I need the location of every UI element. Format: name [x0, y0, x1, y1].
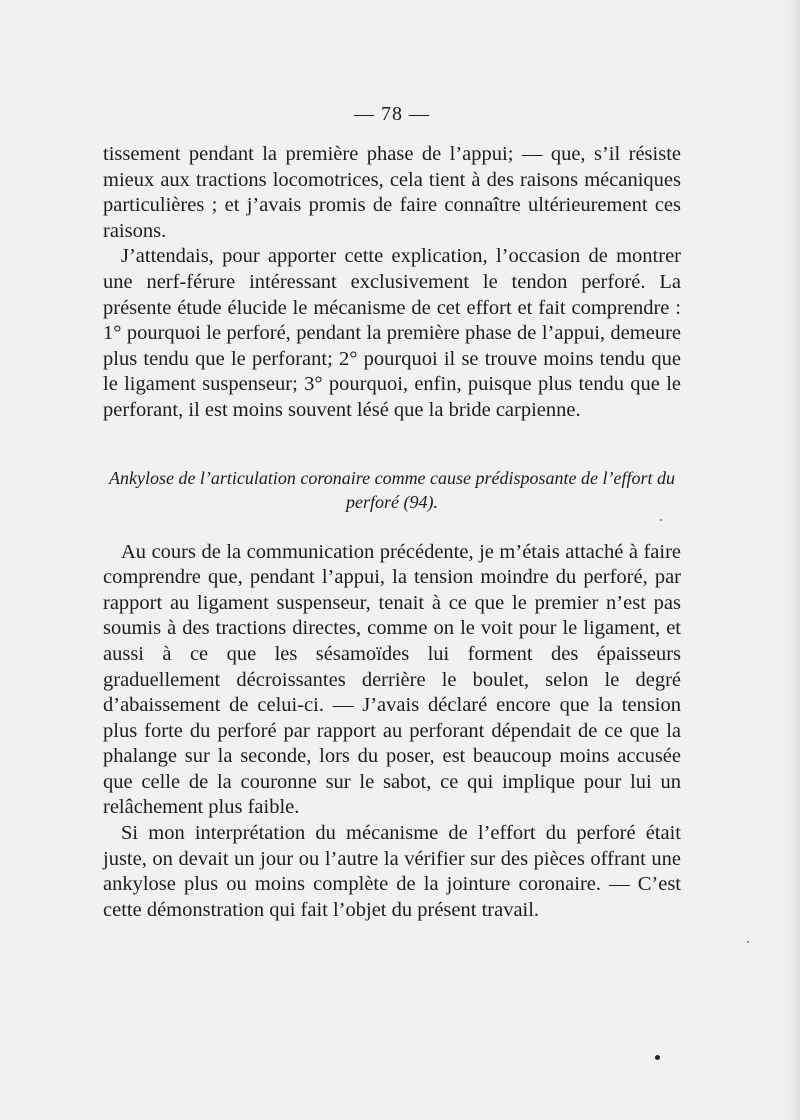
paragraph-explication: J’attendais, pour apporter cette explication, l’occasion de montrer une nerf-férure intéressant exclusivement le tendon perforé. La présente étude élucide le mécanisme de cet effort et fait comprendre : 1° pourquoi le perforé, pendant la première phase de l’appui, demeure plus tendu que le perforant; 2° pourquoi il se trouve moins tendu que le ligament suspenseur; 3° pourquoi, enfin, puisque plus tendu que le perforant, il est moins souvent lésé que la bride carpienne.: [103, 245, 681, 421]
section-heading: [103, 466, 681, 514]
paper-speck: [747, 941, 749, 943]
page-text-block: [103, 96, 681, 923]
paragraph-communication: Au cours de la communication précédente, je m’étais attaché à faire comprendre que, pendant l’appui, la tension moindre du perforé, par rapport au ligament suspenseur, tenait à ce que le premier n’est pas soumis à des tractions directes, comme on le voit pour le ligament, et aussi à ce que les sésamoïdes lui forment des épaisseurs graduellement décroissantes derrière le boulet, selon le degré d’abaissement de celui-ci. — J’avais déclaré encore que la tension plus forte du perforé par rapport au perforant dépendait de ce que la phalange sur la seconde, lors du poser, est beaucoup moins accusée que celle de la couronne sur le sabot, ce qui implique pour lui un relâchement plus faible.: [103, 540, 681, 819]
section-heading-line-2: perforé (94).: [346, 491, 438, 512]
paragraph-interpretation: Si mon interprétation du mécanisme de l’effort du perforé était juste, on devait un jour ou l’autre la vérifier sur des pièces offrant une ankylose plus ou moins complète de la jointure coronaire. — C’est cette démonstration qui fait l’objet du présent travail.: [103, 822, 681, 921]
ink-dot: [655, 1055, 660, 1060]
page-edge-shadow: [786, 0, 800, 1120]
page-number: — 78 —: [354, 103, 430, 125]
paragraph-continued: tissement pendant la première phase de l’appui; — que, s’il résiste mieux aux tractions locomotrices, cela tient à des raisons mécaniques particulières ; et j’avais promis de faire connaître ultérieurement ces raisons.: [103, 143, 681, 242]
section-heading-line-1: Ankylose de l’articulation coronaire comme cause prédisposante de l’effort du: [108, 467, 676, 488]
paper-speck: [660, 519, 662, 521]
